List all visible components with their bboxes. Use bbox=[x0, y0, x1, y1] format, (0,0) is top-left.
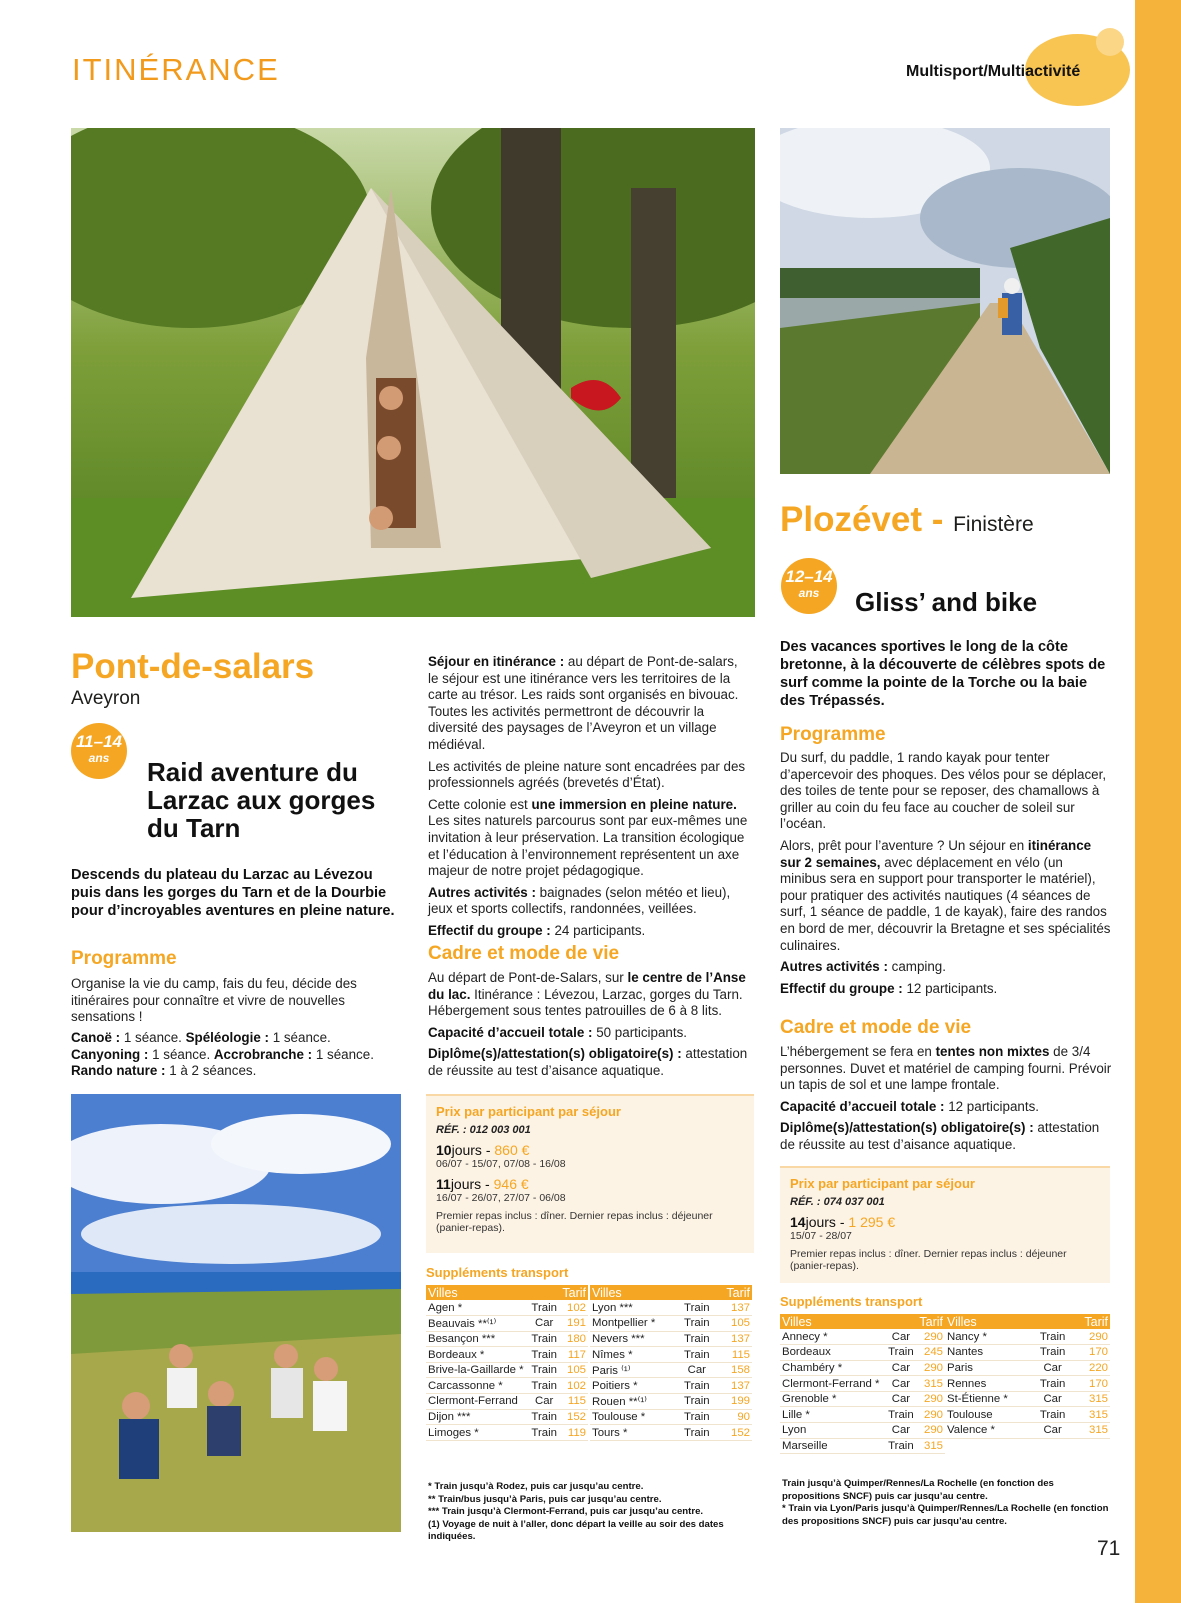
bold-label: Capacité d’accueil totale : bbox=[428, 1024, 593, 1040]
col-tarif: Tarif bbox=[916, 1314, 945, 1329]
text-run: de 3/4 personnes. Duvet et matériel de camping fourni. Prévoir un tapis de sol et une lampe frontale. bbox=[780, 1044, 1112, 1093]
paragraph bbox=[71, 1030, 411, 1047]
city-cell: Clermont-Ferrand bbox=[426, 1394, 529, 1410]
text-run: Du surf, du paddle, 1 rando kayak pour tenter d’apercevoir des phoques. Des vélos pour se déplacer, des toiles de tente pour se reposer, des chamallows à griller au coin du feu face au coucher de soleil sur l’océan. bbox=[780, 750, 1107, 832]
note-line: Train jusqu’à Quimper/Rennes/La Rochelle (en fonction des propositions SNCF) puis car jusqu’au centre. bbox=[782, 1478, 1054, 1502]
mode-cell: Train bbox=[529, 1378, 560, 1394]
paragraph bbox=[780, 981, 1112, 998]
city-cell: Poitiers * bbox=[590, 1378, 678, 1394]
mode-cell: Car bbox=[1033, 1360, 1073, 1376]
transport-table-right bbox=[945, 1314, 1110, 1439]
city-cell: Valence * bbox=[945, 1423, 1033, 1439]
price-cell: 315 bbox=[1073, 1407, 1110, 1423]
price-cell: 152 bbox=[716, 1425, 752, 1441]
table-row bbox=[590, 1378, 752, 1394]
table-row bbox=[945, 1391, 1110, 1407]
paragraph bbox=[428, 970, 750, 1020]
camp-title: Gliss’ and bike bbox=[855, 587, 1038, 617]
city-cell: Nevers *** bbox=[590, 1331, 678, 1347]
text-run: 1 séance. bbox=[268, 1030, 331, 1045]
transport-heading: Suppléments transport bbox=[426, 1265, 569, 1280]
price-cell: 199 bbox=[716, 1394, 752, 1410]
bold-label: Séjour en itinérance : bbox=[428, 654, 565, 669]
city-cell: Tours * bbox=[590, 1425, 678, 1441]
text-run: camping. bbox=[887, 959, 946, 975]
price-cell: 290 bbox=[1073, 1329, 1110, 1345]
city-cell: Lyon bbox=[780, 1423, 886, 1439]
table-row bbox=[590, 1316, 752, 1332]
price-dates: 16/07 - 26/07, 27/07 - 06/08 bbox=[436, 1192, 566, 1204]
text-run: 1 séance. bbox=[120, 1030, 186, 1045]
price-cell: 290 bbox=[916, 1423, 945, 1439]
table-row bbox=[426, 1394, 588, 1410]
price-box bbox=[780, 1166, 1110, 1283]
mode-cell: Train bbox=[678, 1300, 716, 1316]
mode-cell: Car bbox=[886, 1423, 917, 1439]
mode-cell: Train bbox=[678, 1409, 716, 1425]
mode-cell: Train bbox=[886, 1438, 917, 1454]
transport-table-left bbox=[780, 1314, 945, 1454]
city-cell: Agen * bbox=[426, 1300, 529, 1316]
text-run: 50 participants. bbox=[592, 1024, 688, 1040]
header-blob-small bbox=[1096, 28, 1124, 56]
city-cell: Paris ⁽¹⁾ bbox=[590, 1362, 678, 1378]
city-cell: Limoges * bbox=[426, 1425, 529, 1441]
text-run: 1 à 2 séances. bbox=[165, 1063, 257, 1079]
col-tarif: Tarif bbox=[1073, 1314, 1110, 1329]
price-cell: 119 bbox=[559, 1425, 588, 1441]
table-row bbox=[780, 1376, 945, 1392]
table-row bbox=[426, 1362, 588, 1378]
note-line: (1) Voyage de nuit à l’aller, donc départ la veille au soir des dates indiquées. bbox=[428, 1518, 724, 1543]
price-ref: RÉF. : 012 003 001 bbox=[436, 1124, 531, 1136]
text-run: 12 participants. bbox=[902, 980, 998, 996]
transport-notes bbox=[782, 1478, 1112, 1528]
price-cell: 315 bbox=[916, 1438, 945, 1454]
table-row bbox=[780, 1329, 945, 1345]
price-cell: 105 bbox=[559, 1362, 588, 1378]
paragraph bbox=[780, 1120, 1112, 1153]
mode-cell: Train bbox=[678, 1394, 716, 1410]
price-cell: 105 bbox=[716, 1316, 752, 1332]
side-color-bar bbox=[1135, 0, 1181, 1603]
mode-cell: Train bbox=[1033, 1407, 1073, 1423]
mode-cell: Car bbox=[886, 1376, 917, 1392]
bold-label: une immersion en pleine nature. bbox=[531, 796, 737, 812]
price-cell: 290 bbox=[916, 1360, 945, 1376]
price-cell: 315 bbox=[1073, 1391, 1110, 1407]
price-dates: 15/07 - 28/07 bbox=[790, 1230, 852, 1242]
city-cell: Bordeaux bbox=[780, 1345, 886, 1361]
price-cell: 152 bbox=[559, 1409, 588, 1425]
city-cell: Rennes bbox=[945, 1376, 1033, 1392]
programme-heading: Programme bbox=[71, 948, 177, 969]
mode-cell: Train bbox=[529, 1300, 560, 1316]
bold-label: Effectif du groupe : bbox=[780, 980, 903, 996]
camp-region: Aveyron bbox=[71, 688, 141, 709]
mode-cell: Train bbox=[886, 1407, 917, 1423]
paragraph bbox=[428, 923, 750, 940]
city-cell: Nancy * bbox=[945, 1329, 1033, 1345]
paragraph bbox=[428, 759, 750, 792]
text-run: Les activités de pleine nature sont encadrées par des professionnels agréés (brevetés d’État). bbox=[428, 758, 746, 791]
right-title-row bbox=[780, 500, 1034, 540]
table-row bbox=[590, 1425, 752, 1441]
city-cell: Chambéry * bbox=[780, 1360, 886, 1376]
age-unit: ans bbox=[798, 586, 820, 600]
price-option: 14jours - 1 295 € 15/07 - 28/07 bbox=[790, 1214, 1100, 1242]
price-cell: 170 bbox=[1073, 1376, 1110, 1392]
bold-label: Canyoning : bbox=[71, 1046, 149, 1062]
city-cell: Lyon *** bbox=[590, 1300, 678, 1316]
table-row bbox=[780, 1438, 945, 1454]
bold-label: Capacité d’accueil totale : bbox=[780, 1098, 945, 1114]
mode-cell: Car bbox=[886, 1329, 917, 1345]
bold-label: le centre de l’Anse du lac. bbox=[428, 970, 746, 1002]
price-cell: 158 bbox=[716, 1362, 752, 1378]
table-row bbox=[590, 1409, 752, 1425]
bold-label: Spéléologie : bbox=[185, 1030, 269, 1045]
paragraph bbox=[780, 838, 1112, 954]
price-cell: 117 bbox=[559, 1347, 588, 1363]
paragraph bbox=[780, 750, 1112, 833]
price-cell: 170 bbox=[1073, 1345, 1110, 1361]
text-run: 1 séance. bbox=[312, 1046, 374, 1062]
col-tarif: Tarif bbox=[716, 1285, 752, 1300]
price-cell: 115 bbox=[559, 1394, 588, 1410]
note-line: * Train jusqu’à Rodez, puis car jusqu’au centre. bbox=[428, 1481, 644, 1492]
price-days: 11 bbox=[436, 1176, 451, 1192]
meals-info: Premier repas inclus : dîner. Dernier repas inclus : déjeuner (panier-repas). bbox=[790, 1248, 1067, 1272]
mode-cell: Train bbox=[529, 1425, 560, 1441]
price-amount: 1 295 € bbox=[848, 1214, 896, 1230]
city-cell: Annecy * bbox=[780, 1329, 886, 1345]
bold-label: Autres activités : bbox=[780, 959, 888, 975]
camp-title: Raid aventure du Larzac aux gorges du Tarn bbox=[147, 757, 376, 843]
city-cell: Nantes bbox=[945, 1345, 1033, 1361]
table-row bbox=[426, 1425, 588, 1441]
price-cell: 115 bbox=[716, 1347, 752, 1363]
table-row bbox=[945, 1376, 1110, 1392]
right-description bbox=[780, 750, 1112, 997]
table-row bbox=[426, 1300, 588, 1316]
mode-cell: Train bbox=[529, 1362, 560, 1378]
city-cell: Toulouse * bbox=[590, 1409, 678, 1425]
price-cell: 290 bbox=[916, 1391, 945, 1407]
price-cell: 102 bbox=[559, 1300, 588, 1316]
price-cell: 290 bbox=[916, 1407, 945, 1423]
section-title: ITINÉRANCE bbox=[72, 52, 280, 87]
mode-cell: Train bbox=[529, 1347, 560, 1363]
programme-heading: Programme bbox=[780, 724, 886, 745]
mode-cell: Train bbox=[678, 1425, 716, 1441]
price-cell: 137 bbox=[716, 1331, 752, 1347]
bold-label: Canoë : bbox=[71, 1030, 121, 1045]
text-run: baignades (selon météo et lieu), jeux et sports collectifs, randonnées, veillées. bbox=[428, 884, 731, 917]
paragraph bbox=[780, 1044, 1112, 1094]
price-days-unit: jours bbox=[450, 1176, 482, 1192]
col-villes: Villes bbox=[945, 1314, 1033, 1329]
paragraph bbox=[428, 1046, 750, 1079]
col-villes: Villes bbox=[780, 1314, 886, 1329]
city-cell: Bordeaux * bbox=[426, 1347, 529, 1363]
age-range: 12–14 bbox=[785, 567, 833, 586]
mode-cell: Train bbox=[886, 1345, 917, 1361]
table-row bbox=[590, 1300, 752, 1316]
middle-description bbox=[428, 654, 750, 940]
price-box bbox=[426, 1094, 754, 1253]
mode-cell: Train bbox=[1033, 1345, 1073, 1361]
paragraph bbox=[428, 797, 750, 880]
camp-location-title: Pont-de-salars bbox=[71, 647, 315, 686]
city-cell: Grenoble * bbox=[780, 1391, 886, 1407]
note-line: * Train via Lyon/Paris jusqu’à Quimper/Rennes/La Rochelle (en fonction des propositions SNCF) puis car jusqu’au centre. bbox=[782, 1503, 1109, 1527]
mode-cell: Car bbox=[529, 1394, 560, 1410]
price-days: 10 bbox=[436, 1142, 452, 1158]
city-cell: Toulouse bbox=[945, 1407, 1033, 1423]
transport-table-left bbox=[426, 1285, 588, 1441]
city-cell: Marseille bbox=[780, 1438, 886, 1454]
price-cell: 102 bbox=[559, 1378, 588, 1394]
text-run: avec déplacement en vélo (un minibus sera en support pour transporter le matériel), pour pratiquer des activités nautiques (4 séances de surf, 1 séance de paddle, 1 de kayak), faire des randos en bord de mer, découvrir la Bretagne et ses spécialités culinaires. bbox=[780, 854, 1111, 953]
city-cell: Rouen **⁽¹⁾ bbox=[590, 1394, 678, 1410]
mode-cell: Train bbox=[678, 1378, 716, 1394]
price-cell: 315 bbox=[1073, 1423, 1110, 1439]
city-cell: St-Étienne * bbox=[945, 1391, 1033, 1407]
price-heading: Prix par participant par séjour bbox=[436, 1104, 621, 1119]
cadre-heading: Cadre et mode de vie bbox=[428, 943, 620, 964]
mode-cell: Train bbox=[678, 1347, 716, 1363]
cadre-text bbox=[780, 1044, 1112, 1154]
camp-lead: Descends du plateau du Larzac au Lévezou puis dans les gorges du Tarn et de la Dourbie pour d’incroyables aventures en pleine nature. bbox=[71, 867, 395, 919]
price-cell: 180 bbox=[559, 1331, 588, 1347]
bold-label: itinérance sur 2 semaines, bbox=[780, 837, 1092, 870]
city-cell: Brive-la-Gaillarde * bbox=[426, 1362, 529, 1378]
paragraph bbox=[428, 654, 750, 754]
bold-label: tentes non mixtes bbox=[935, 1044, 1050, 1059]
col-villes: Villes bbox=[590, 1285, 678, 1300]
mode-cell: Car bbox=[886, 1391, 917, 1407]
transport-notes bbox=[428, 1481, 758, 1544]
paragraph bbox=[71, 1047, 411, 1064]
text-run: attestation de réussite au test d’aisance aquatique. bbox=[780, 1120, 1100, 1152]
col-tarif: Tarif bbox=[559, 1285, 588, 1300]
table-row bbox=[780, 1407, 945, 1423]
note-line: ** Train/bus jusqu’à Paris, puis car jusqu’au centre. bbox=[428, 1493, 662, 1505]
city-cell: Beauvais **⁽¹⁾ bbox=[426, 1316, 529, 1332]
table-row bbox=[590, 1347, 752, 1363]
table-row bbox=[426, 1409, 588, 1425]
title-dash: - bbox=[922, 500, 954, 539]
bold-label: Diplôme(s)/attestation(s) obligatoire(s) : bbox=[428, 1046, 682, 1062]
text-run: attestation de réussite au test d’aisance aquatique. bbox=[428, 1046, 748, 1078]
bold-label: Rando nature : bbox=[71, 1063, 166, 1079]
text-run: Au départ de Pont-de-Salars, sur bbox=[428, 970, 628, 985]
price-option: 10jours - 860 € 06/07 - 15/07, 07/08 - 16/08 bbox=[436, 1142, 744, 1170]
note-line: *** Train jusqu’à Clermont-Ferrand, puis car jusqu’au centre. bbox=[428, 1506, 704, 1518]
city-cell: Clermont-Ferrand * bbox=[780, 1376, 886, 1392]
price-amount: 946 € bbox=[493, 1176, 529, 1192]
mode-cell: Train bbox=[529, 1409, 560, 1425]
mode-cell: Train bbox=[529, 1331, 560, 1347]
mode-cell: Train bbox=[1033, 1376, 1073, 1392]
tent-photo bbox=[71, 128, 755, 617]
table-row bbox=[945, 1345, 1110, 1361]
table-row bbox=[780, 1391, 945, 1407]
bold-label: Accrobranche : bbox=[213, 1046, 313, 1062]
mode-cell: Car bbox=[678, 1362, 716, 1378]
table-row bbox=[780, 1345, 945, 1361]
activities-list bbox=[71, 1030, 411, 1080]
age-badge bbox=[781, 558, 837, 614]
transport-table-right bbox=[590, 1285, 752, 1441]
mode-cell: Car bbox=[886, 1360, 917, 1376]
mode-cell: Car bbox=[529, 1316, 560, 1332]
text-run: Alors, prêt pour l’aventure ? Un séjour en bbox=[780, 837, 1028, 853]
price-days: 14 bbox=[790, 1214, 806, 1230]
price-cell: 315 bbox=[916, 1376, 945, 1392]
col-villes: Villes bbox=[426, 1285, 529, 1300]
paragraph bbox=[780, 1099, 1112, 1116]
table-row bbox=[426, 1378, 588, 1394]
category-label: Multisport/Multiactivité bbox=[906, 63, 1081, 80]
price-cell: 220 bbox=[1073, 1360, 1110, 1376]
price-cell: 191 bbox=[559, 1316, 588, 1332]
price-ref: RÉF. : 074 037 001 bbox=[790, 1196, 885, 1208]
mode-cell: Car bbox=[1033, 1423, 1073, 1439]
camp-location-title: Plozévet bbox=[780, 500, 922, 539]
transport-heading: Suppléments transport bbox=[780, 1294, 923, 1309]
mode-cell: Train bbox=[678, 1316, 716, 1332]
age-badge bbox=[71, 723, 127, 779]
table-row bbox=[590, 1362, 752, 1378]
cadre-text bbox=[428, 970, 750, 1080]
bike-path-photo bbox=[780, 128, 1110, 474]
camp-region: Finistère bbox=[953, 513, 1034, 536]
city-cell: Nîmes * bbox=[590, 1347, 678, 1363]
paragraph bbox=[780, 959, 1112, 976]
paragraph bbox=[428, 885, 750, 918]
mode-cell: Train bbox=[678, 1331, 716, 1347]
table-row bbox=[945, 1407, 1110, 1423]
text-run: Cette colonie est bbox=[428, 796, 532, 812]
price-amount: 860 € bbox=[494, 1142, 530, 1158]
meals-info: Premier repas inclus : dîner. Dernier repas inclus : déjeuner (panier-repas). bbox=[436, 1210, 713, 1234]
price-cell: 90 bbox=[716, 1409, 752, 1425]
table-row bbox=[590, 1394, 752, 1410]
bold-label: Diplôme(s)/attestation(s) obligatoire(s) : bbox=[780, 1120, 1034, 1136]
city-cell: Carcassonne * bbox=[426, 1378, 529, 1394]
table-row bbox=[590, 1331, 752, 1347]
paragraph bbox=[71, 1063, 411, 1080]
table-row bbox=[426, 1316, 588, 1332]
bold-label: Effectif du groupe : bbox=[428, 922, 551, 938]
text-run: 1 séance. bbox=[148, 1046, 214, 1062]
text-run: 24 participants. bbox=[550, 922, 646, 938]
table-row bbox=[426, 1347, 588, 1363]
text-run: L’hébergement se fera en bbox=[780, 1044, 936, 1059]
mode-cell: Car bbox=[1033, 1391, 1073, 1407]
programme-text: Organise la vie du camp, fais du feu, décide des itinéraires pour connaître et vivre de nouvelles sensations ! bbox=[71, 976, 357, 1025]
text-run: 12 participants. bbox=[944, 1098, 1040, 1114]
table-row bbox=[945, 1360, 1110, 1376]
text-run: au départ de Pont-de-salars, le séjour est une itinérance vers les territoires de la carte au trésor. Les raids sont organisés en bivouac. Toutes les activités permettront de découvrir la diversité des paysages de l’Aveyron et un village médiéval. bbox=[428, 654, 739, 752]
table-row bbox=[945, 1423, 1110, 1439]
cadre-heading: Cadre et mode de vie bbox=[780, 1017, 972, 1038]
city-cell: Besançon *** bbox=[426, 1331, 529, 1347]
price-cell: 137 bbox=[716, 1378, 752, 1394]
paragraph bbox=[428, 1025, 750, 1042]
price-cell: 245 bbox=[916, 1345, 945, 1361]
table-row bbox=[945, 1329, 1110, 1345]
price-days-unit: jours bbox=[805, 1214, 836, 1230]
price-option: 11jours - 946 € 16/07 - 26/07, 27/07 - 06/08 bbox=[436, 1176, 744, 1204]
city-cell: Montpellier * bbox=[590, 1316, 678, 1332]
city-cell: Lille * bbox=[780, 1407, 886, 1423]
hikers-photo bbox=[71, 1094, 401, 1532]
camp-lead: Des vacances sportives le long de la côte bretonne, à la découverte de célèbres spots de surf comme la pointe de la Torche ou la baie des Trépassés. bbox=[780, 639, 1106, 709]
bold-label: Autres activités : bbox=[428, 884, 536, 900]
mode-cell: Train bbox=[1033, 1329, 1073, 1345]
text-run: Itinérance : Lévezou, Larzac, gorges du Tarn. Hébergement sous tentes patrouilles de 6 à 8 lits. bbox=[428, 986, 743, 1019]
table-row bbox=[780, 1423, 945, 1439]
price-days-unit: jours bbox=[451, 1142, 482, 1158]
price-cell: 290 bbox=[916, 1329, 945, 1345]
text-run: Les sites naturels parcourus sont par eux-mêmes une invitation à leur préservation. La transition écologique et l’éducation à l’environnement représentent un axe majeur de notre projet pédagogique. bbox=[428, 813, 748, 879]
city-cell: Paris bbox=[945, 1360, 1033, 1376]
price-dates: 06/07 - 15/07, 07/08 - 16/08 bbox=[436, 1158, 566, 1170]
table-row bbox=[426, 1331, 588, 1347]
page-number: 71 bbox=[1097, 1537, 1121, 1560]
city-cell: Dijon *** bbox=[426, 1409, 529, 1425]
price-heading: Prix par participant par séjour bbox=[790, 1176, 975, 1191]
table-row bbox=[780, 1360, 945, 1376]
age-range: 11–14 bbox=[75, 732, 122, 751]
age-unit: ans bbox=[88, 751, 110, 765]
price-cell: 137 bbox=[716, 1300, 752, 1316]
